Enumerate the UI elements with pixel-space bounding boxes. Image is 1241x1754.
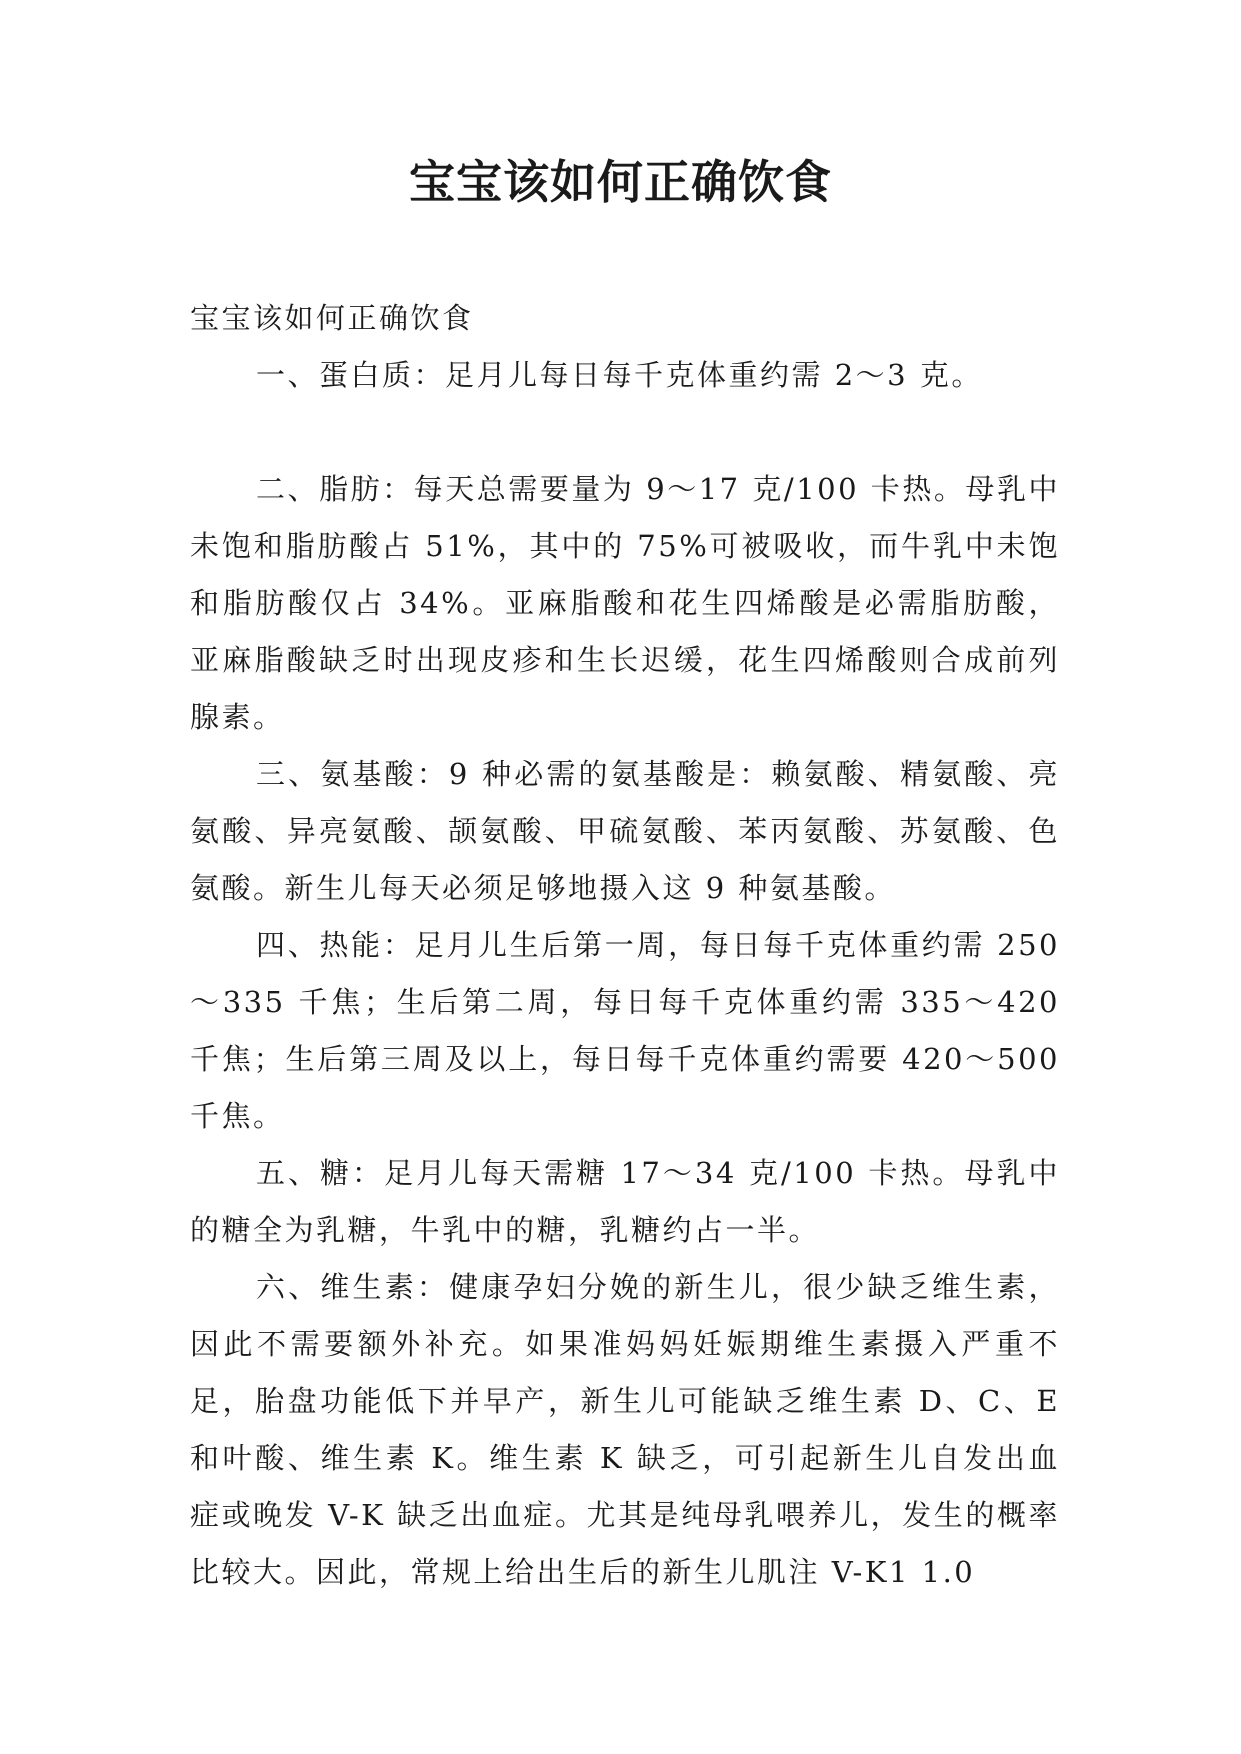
paragraph-energy: 四、热能：足月儿生后第一周，每日每千克体重约需 250～335 千焦；生后第二周，每日每千克体重约需 335～420 千焦；生后第三周及以上，每日每千克体重约需要 420～500 千焦。 — [190, 928, 1060, 1133]
document-body — [190, 290, 1060, 1601]
paragraph-amino-acids: 三、氨基酸：9 种必需的氨基酸是：赖氨酸、精氨酸、亮氨酸、异亮氨酸、颉氨酸、甲硫氨酸、苯丙氨酸、苏氨酸、色氨酸。新生儿每天必须足够地摄入这 9 种氨基酸。 — [190, 757, 1060, 905]
paragraph-fat: 二、脂肪：每天总需要量为 9～17 克/100 卡热。母乳中未饱和脂肪酸占 51%，其中的 75%可被吸收，而牛乳中未饱和脂肪酸仅占 34%。亚麻脂酸和花生四烯酸是必需脂肪酸，亚麻脂酸缺乏时出现皮疹和生长迟缓，花生四烯酸则合成前列腺素。 — [190, 472, 1060, 734]
paragraph-sugar: 五、糖：足月儿每天需糖 17～34 克/100 卡热。母乳中的糖全为乳糖，牛乳中的糖，乳糖约占一半。 — [190, 1156, 1060, 1247]
document-title: 宝宝该如何正确饮食 — [409, 155, 832, 209]
paragraph-protein: 一、蛋白质：足月儿每日每千克体重约需 2～3 克。 — [256, 358, 983, 392]
paragraph-vitamins: 六、维生素：健康孕妇分娩的新生儿，很少缺乏维生素，因此不需要额外补充。如果准妈妈妊娠期维生素摄入严重不足，胎盘功能低下并早产，新生儿可能缺乏维生素 D、C、E 和叶酸、维生素 K。维生素 K 缺乏，可引起新生儿自发出血症或晚发 V-K 缺乏出血症。尤其是纯母乳喂养儿，发生的概率比较大。因此，常规上给出生后的新生儿肌注 V-K1 1.0 — [190, 1270, 1060, 1589]
body-heading: 宝宝该如何正确饮食 — [190, 301, 474, 335]
